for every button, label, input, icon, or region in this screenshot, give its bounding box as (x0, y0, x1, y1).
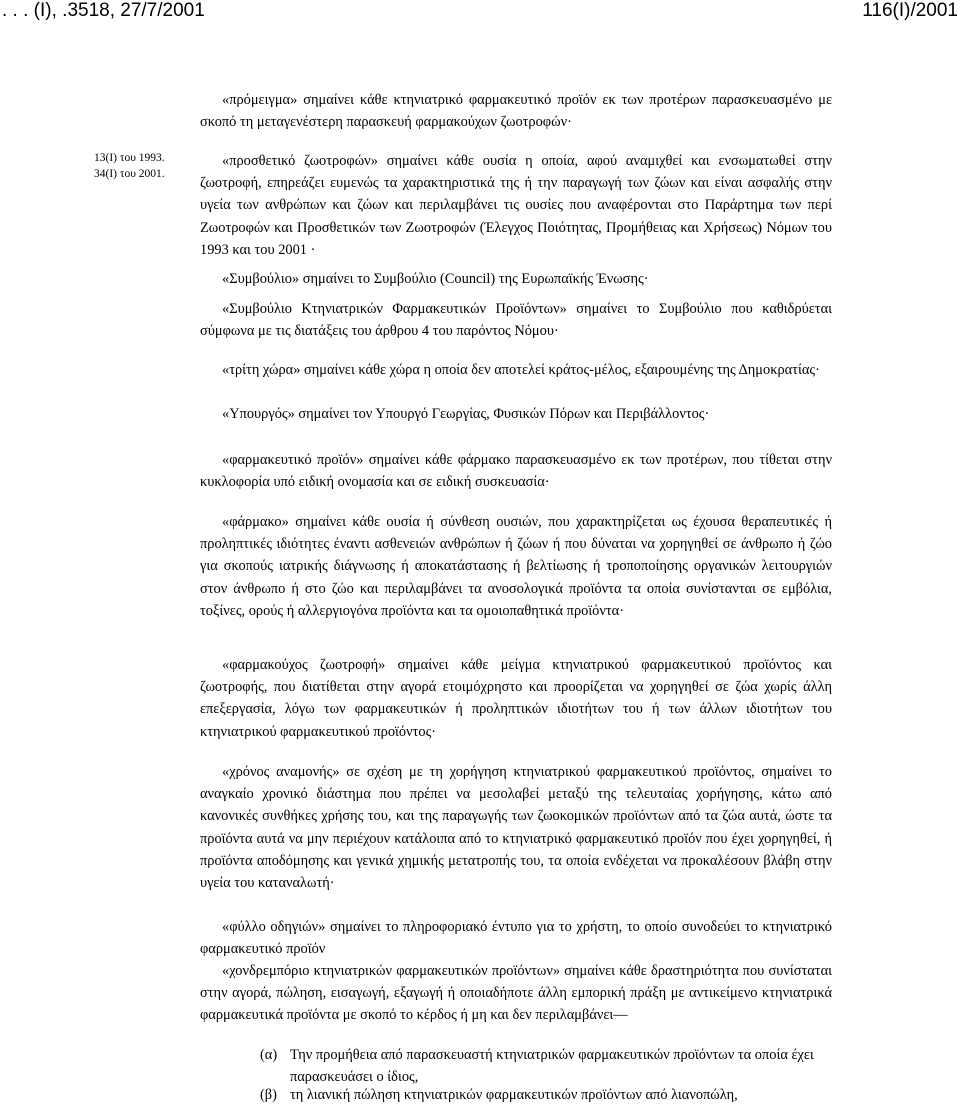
law-number: 116(Ι)/2001 (862, 0, 958, 21)
definition-third-country: «τρίτη χώρα» σημαίνει κάθε χώρα η οποία δεν αποτελεί κράτος-μέλος, εξαιρουμένης της Δημοκρατίας· (222, 362, 820, 378)
definition-minister: «Υπουργός» σημαίνει τον Υπουργό Γεωργίας, Φυσικών Πόρων και Περιβάλλοντος· (222, 406, 710, 422)
definition-package-leaflet: «φύλλο οδηγιών» σημαίνει το πληροφοριακό έντυπο για το χρήστη, το οποίο συνοδεύει το κτηνιατρικό φαρμακευτικό προϊόν (200, 919, 832, 958)
definition-wholesale: «χονδρεμπόριο κτηνιατρικών φαρμακευτικών προϊόντων» σημαίνει κάθε δραστηριότητα που συνίσταται στην αγορά, πώληση, εισαγωγή, εξαγωγή ή οποιαδήποτε άλλη εμπορική πράξη με αντικείμενο κτηνιατρικά φαρμακευτικά προϊόντα με σκοπό το κέρδος ή μη και δεν περιλαμβάνει— (200, 963, 832, 1024)
definition-veterinary-council: «Συμβούλιο Κτηνιατρικών Φαρμακευτικών Προϊόντων» σημαίνει το Συμβούλιο που καθιδρύεται σύμφωνα με τις διατάξεις του άρθρου 4 του παρόντος Νόμου· (200, 301, 832, 340)
definition-council: «Συμβούλιο» σημαίνει το Συμβούλιο (Council) της Ευρωπαϊκής Ένωσης· (222, 271, 649, 287)
gazette-reference: . . . (Ι), .3518, 27/7/2001 (2, 0, 205, 21)
definition-medicine: «φάρμακο» σημαίνει κάθε ουσία ή σύνθεση ουσιών, που χαρακτηρίζεται ως έχουσα θεραπευτικές ή προληπτικές ιδιότητες έναντι ασθενειών ανθρώπων ή ζώων ή που δύναται να χορηγηθεί σε άνθρωπο ή ζώο για σκοπούς ιατρικής διάγνωσης ή αποκατάστασης ή βελτίωσης ή τροποποίησης οργανικών λειτουργιών στον άνθρωπο ή στο ζώο και περιλαμβάνει τα ανοσολογικά προϊόντα τα οποία συνίστανται σε εμβόλια, τοξίνες, ορούς ή αλλεργιογόνα προϊόντα και τα ομοιοπαθητικά προϊόντα· (200, 514, 832, 619)
list-marker: (β) (260, 1087, 277, 1103)
definition-premix: «πρόμειγμα» σημαίνει κάθε κτηνιατρικό φαρμακευτικό προϊόν εκ των προτέρων παρασκευασμένο με σκοπό τη μεταγενέστερη παρασκευή φαρμακούχων ζωοτροφών· (200, 92, 832, 131)
definition-withdrawal-period: «χρόνος αναμονής» σε σχέση με τη χορήγηση κτηνιατρικού φαρμακευτικού προϊόντος, σημαίνει το αναγκαίο χρονικό διάστημα που πρέπει να μεσολαβεί μεταξύ της τελευταίας χορήγησης, κάτω από κανονικές συνθήκες χρήσης του, και της παραγωγής των ζωοκομικών προϊόντων από τα ζώα αυτά, ώστε τα προϊόντα αυτά να μην περιέχουν κατάλοιπα από το κτηνιατρικό φαρμακευτικό προϊόν που έχει χορηγηθεί, ή προϊόντα αποδόμησης και γενικά χημικής μετατροπής του, τα οποία ενδέχεται να προκαλέσουν βλάβη στην υγεία του καταναλωτή· (200, 764, 832, 892)
definition-feed-additive: «προσθετικό ζωοτροφών» σημαίνει κάθε ουσία η οποία, αφού αναμιχθεί και ενσωματωθεί στην ζωοτροφή, επηρεάζει ευμενώς τα χαρακτηριστικά της ή την παραγωγή των ζώων και είναι ασφαλής στην υγεία των ανθρώπων και ζώων και περιλαμβάνει τις ουσίες που αναφέρονται στο Παράρτημα των περί Ζωοτροφών και Προσθετικών των Ζωοτροφών (Έλεγχος Ποιότητας, Προμήθειας και Χρήσεως) Νόμων του 1993 και του 2001 · (200, 153, 832, 258)
page-header (0, 0, 960, 30)
list-item-text: τη λιανική πώληση κτηνιατρικών φαρμακευτικών προϊόντων από λιανοπώλη, (290, 1087, 738, 1103)
list-item (260, 1044, 832, 1088)
definition-pharmaceutical-product: «φαρμακευτικό προϊόν» σημαίνει κάθε φάρμακο παρασκευασμένο εκ των προτέρων, που τίθεται στην κυκλοφορία υπό ειδική ονομασία και σε ειδική συσκευασία· (200, 452, 832, 491)
margin-note-1: 13(Ι) του 1993. (94, 152, 165, 164)
margin-note-2: 34(Ι) του 2001. (94, 168, 165, 180)
definition-medicated-feed: «φαρμακούχος ζωοτροφή» σημαίνει κάθε μείγμα κτηνιατρικού φαρμακευτικού προϊόντος και ζωοτροφής, που διατίθεται στην αγορά ετοιμόχρηστο και προορίζεται να χορηγηθεί σε ζώα χωρίς άλλη επεξεργασία, λόγω των φαρμακευτικών ή προληπτικών ιδιοτήτων του ή των άλλων ιδιοτήτων του κτηνιατρικού φαρμακευτικού προϊόντος· (200, 657, 832, 740)
list-marker: (α) (260, 1047, 278, 1063)
list-item (260, 1084, 832, 1106)
list-item-text: Την προμήθεια από παρασκευαστή κτηνιατρικών φαρμακευτικών προϊόντων τα οποία έχει παρασκευάσει ο ίδιος, (290, 1047, 814, 1086)
